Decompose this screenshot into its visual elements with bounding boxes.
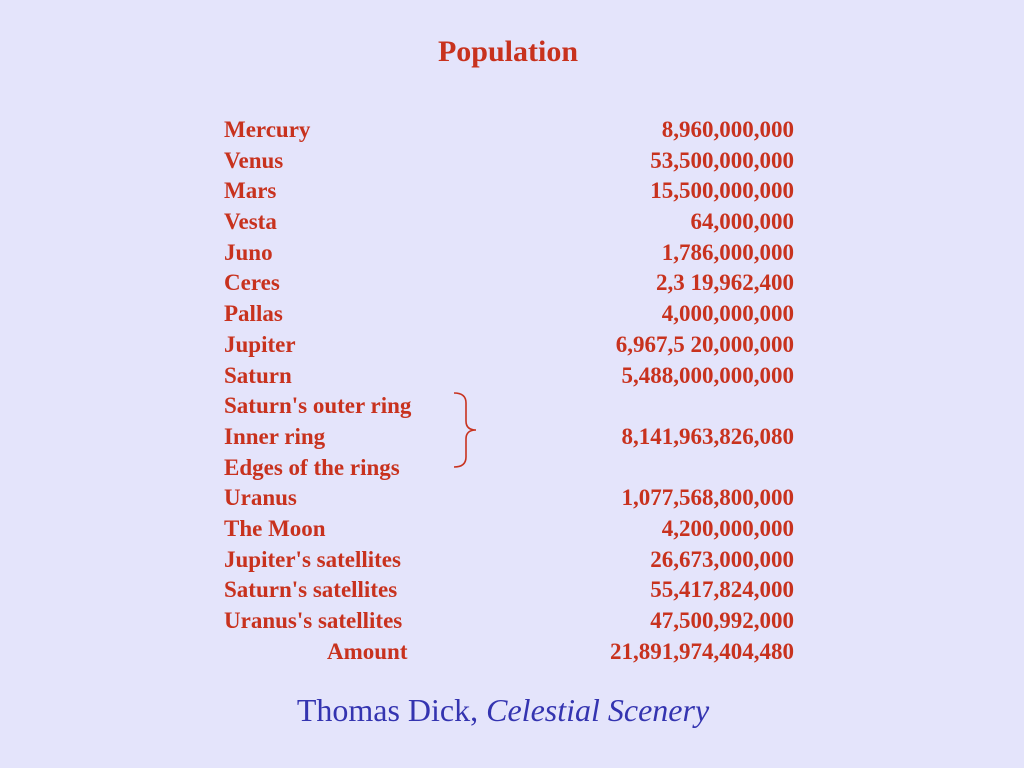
row-value: 47,500,992,000 bbox=[650, 608, 794, 633]
row-name: Uranus bbox=[224, 485, 297, 511]
row-value: 8,960,000,000 bbox=[661, 117, 794, 142]
row-name: Saturn's satellites bbox=[224, 577, 398, 603]
table-row bbox=[224, 146, 794, 177]
total-value: 21,891,974,404,480 bbox=[610, 638, 794, 664]
table-row bbox=[224, 361, 794, 392]
row-name: Uranus's satellites bbox=[224, 608, 403, 633]
source-citation bbox=[0, 690, 1006, 730]
row-value: 15,500,000,000 bbox=[650, 178, 794, 204]
total-row bbox=[224, 637, 794, 668]
row-name: Vesta bbox=[224, 209, 277, 235]
citation-book-title: Celestial Scenery bbox=[486, 692, 710, 728]
table-row bbox=[224, 483, 794, 514]
row-name: Saturn bbox=[224, 362, 292, 388]
row-value: 6,967,5 20,000,000 bbox=[615, 331, 794, 357]
table-row bbox=[224, 176, 794, 207]
table-row bbox=[224, 238, 794, 269]
table-row bbox=[224, 299, 794, 330]
row-name: Juno bbox=[224, 239, 273, 265]
table-row bbox=[224, 268, 794, 299]
row-value: 53,500,000,000 bbox=[650, 147, 794, 173]
row-name: Mars bbox=[224, 178, 277, 204]
row-name: Venus bbox=[224, 147, 284, 173]
row-name: Pallas bbox=[224, 301, 283, 327]
row-name: Jupiter's satellites bbox=[224, 546, 401, 572]
row-name: Ceres bbox=[224, 270, 280, 296]
table-row bbox=[224, 453, 794, 484]
total-label: Amount bbox=[327, 638, 408, 664]
row-value: 4,200,000,000 bbox=[661, 515, 794, 541]
population-table bbox=[224, 115, 794, 667]
row-name: Edges of the rings bbox=[224, 454, 400, 480]
row-value: 64,000,000 bbox=[690, 209, 794, 235]
row-value: 26,673,000,000 bbox=[650, 546, 794, 572]
row-value: 55,417,824,000 bbox=[650, 577, 794, 603]
row-value: 1,077,568,800,000 bbox=[621, 485, 794, 511]
row-name: The Moon bbox=[224, 515, 326, 541]
table-row bbox=[224, 606, 794, 637]
table-row bbox=[224, 514, 794, 545]
row-value: 5,488,000,000,000 bbox=[621, 362, 794, 388]
row-value: 2,3 19,962,400 bbox=[656, 270, 794, 296]
citation-author: Thomas Dick, bbox=[296, 692, 487, 728]
row-value: 1,786,000,000 bbox=[661, 239, 794, 265]
table-row bbox=[224, 575, 794, 606]
table-row bbox=[224, 545, 794, 576]
page-title: Population bbox=[437, 35, 579, 68]
row-name: Mercury bbox=[224, 117, 311, 142]
table-row bbox=[224, 422, 794, 453]
row-name: Inner ring bbox=[224, 423, 326, 449]
ring-brace-icon bbox=[452, 391, 486, 469]
row-name: Saturn's outer ring bbox=[224, 393, 412, 419]
table-row bbox=[224, 207, 794, 238]
table-row bbox=[224, 115, 794, 146]
row-value: 8,141,963,826,080 bbox=[621, 423, 794, 449]
table-row bbox=[224, 391, 794, 422]
table-row bbox=[224, 330, 794, 361]
row-value: 4,000,000,000 bbox=[661, 301, 794, 327]
row-name: Jupiter bbox=[224, 331, 296, 357]
